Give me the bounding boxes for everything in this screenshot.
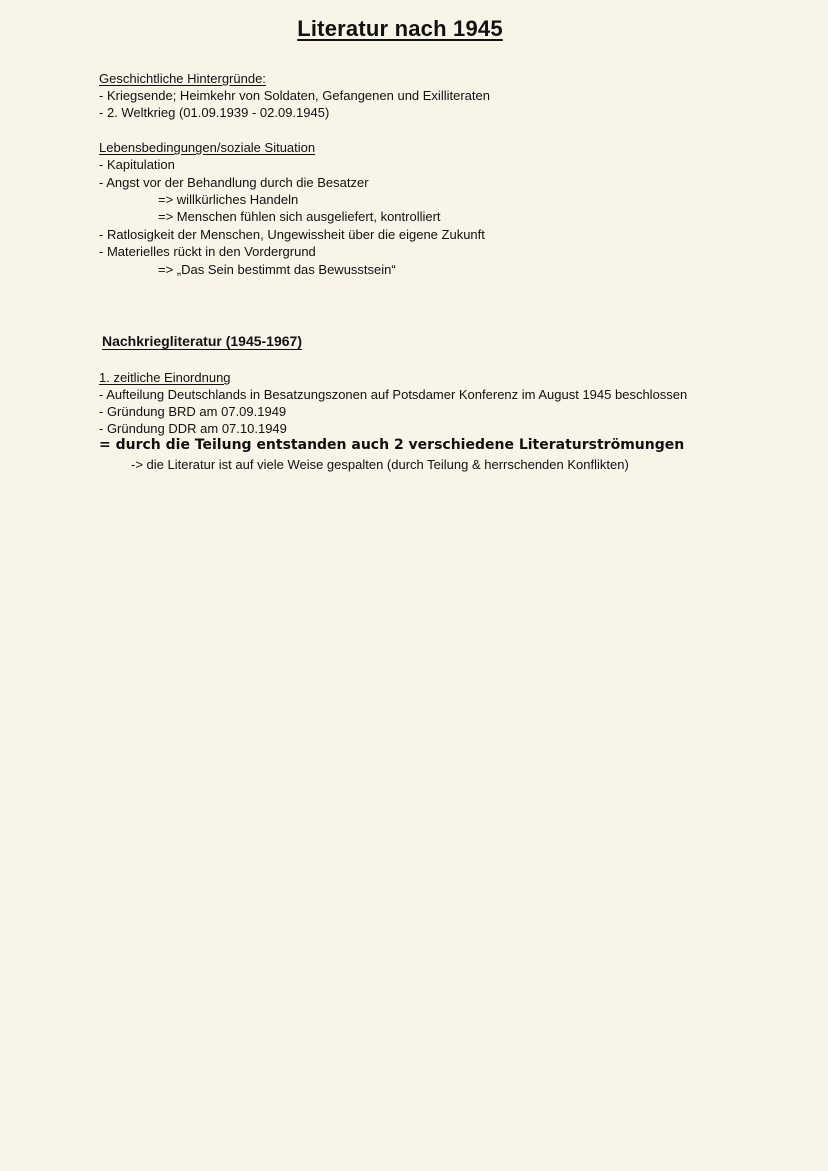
- list-item: - Kriegsende; Heimkehr von Soldaten, Gefangenen und Exilliteraten: [99, 88, 490, 103]
- list-item: - Kapitulation: [99, 157, 175, 172]
- list-item: - Materielles rückt in den Vordergrund: [99, 244, 316, 259]
- list-item: - Aufteilung Deutschlands in Besatzungszonen auf Potsdamer Konferenz im August 1945 beschlossen: [99, 387, 688, 402]
- list-subitem: => willkürliches Handeln: [158, 192, 299, 207]
- list-item: - Ratlosigkeit der Menschen, Ungewissheit über die eigene Zukunft: [99, 227, 485, 242]
- list-item: - Gründung BRD am 07.09.1949: [99, 404, 287, 419]
- subsection-heading: 1. zeitliche Einordnung: [99, 370, 231, 385]
- list-subitem: => Menschen fühlen sich ausgeliefert, kontrolliert: [158, 209, 441, 224]
- list-item: - Angst vor der Behandlung durch die Besatzer: [99, 175, 369, 190]
- note-line: -> die Literatur ist auf viele Weise gespalten (durch Teilung & herrschenden Konflikten): [131, 457, 629, 472]
- list-item: - Gründung DDR am 07.10.1949: [99, 421, 287, 436]
- section-heading-history: Geschichtliche Hintergründe:: [99, 71, 266, 86]
- section-heading-living-conditions: Lebensbedingungen/soziale Situation: [99, 140, 316, 155]
- list-subitem: => „Das Sein bestimmt das Bewusstsein“: [158, 262, 396, 277]
- emphasis-statement: = durch die Teilung entstanden auch 2 verschiedene Literaturströmungen: [99, 437, 685, 453]
- page-title: Literatur nach 1945: [297, 16, 503, 41]
- list-item: - 2. Weltkrieg (01.09.1939 - 02.09.1945): [99, 105, 330, 120]
- section-heading-postwar-literature: Nachkriegliteratur (1945-1967): [102, 333, 302, 349]
